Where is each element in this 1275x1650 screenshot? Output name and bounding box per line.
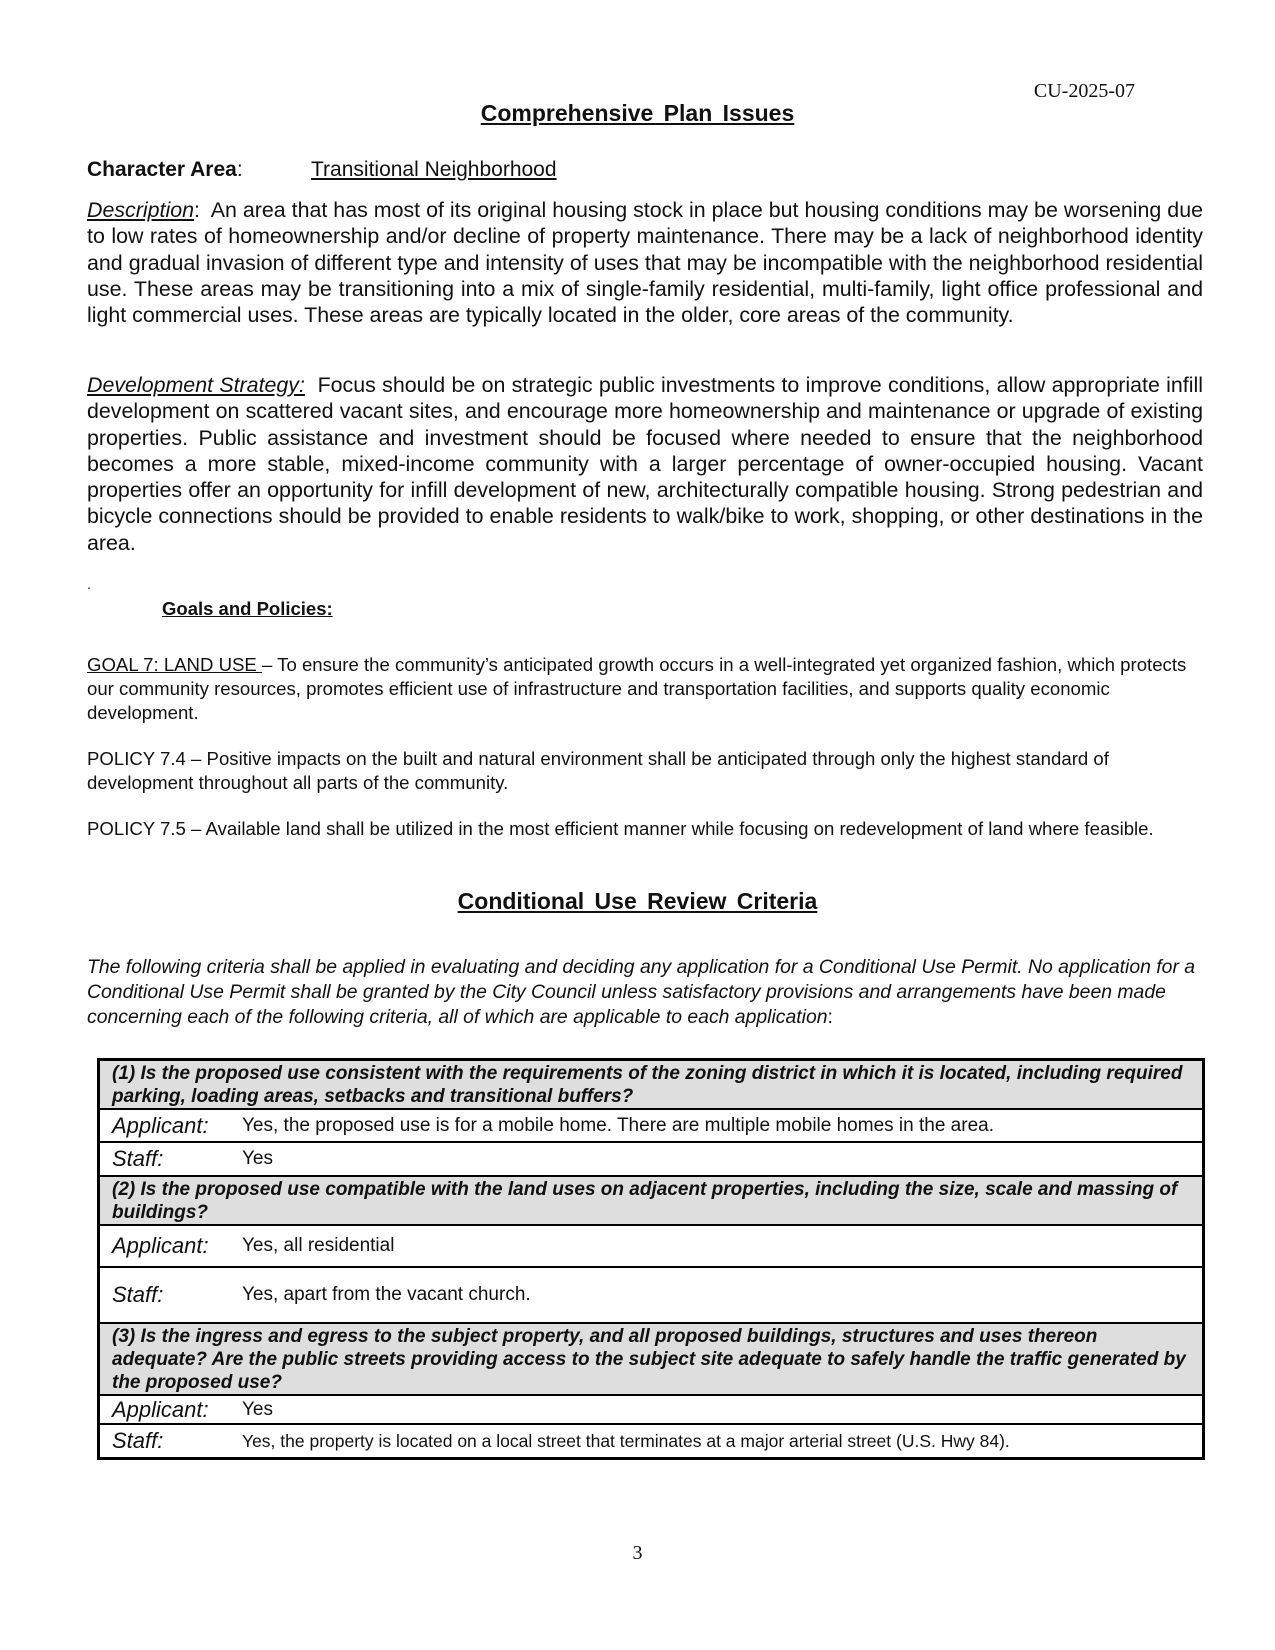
criterion-2-applicant-answer: Yes, all residential [242, 1235, 395, 1256]
criterion-3-question-row [99, 1323, 1204, 1395]
character-area-label: Character Area [87, 158, 237, 181]
criterion-2-question: (2) Is the proposed use compatible with the land uses on adjacent properties, including the size, scale and massing of buildings? [99, 1176, 1204, 1225]
criterion-1-staff-answer: Yes [242, 1148, 273, 1169]
criterion-3-applicant-row [99, 1395, 1204, 1424]
criterion-1-applicant-row [99, 1109, 1204, 1142]
criterion-2-staff-answer: Yes, apart from the vacant church. [242, 1284, 531, 1305]
criterion-1-question: (1) Is the proposed use consistent with the requirements of the zoning district in which it is located, including required parking, loading areas, setbacks and transitional buffers? [99, 1060, 1204, 1110]
policy-7-4: POLICY 7.4 – Positive impacts on the built and natural environment shall be anticipated through only the highest standard of development throughout all parts of the community. [87, 748, 1109, 793]
staff-label: Staff: [112, 1146, 164, 1171]
development-strategy-label: Development Strategy: [87, 373, 305, 397]
staff-label: Staff: [112, 1428, 164, 1453]
criterion-1-applicant-answer: Yes, the proposed use is for a mobile home. There are multiple mobile homes in the area. [242, 1114, 994, 1136]
description-paragraph: Description: An area that has most of its original housing stock in place but housing conditions may be worsening due to low rates of homeownership and/or decline of property maintenance. There may be a lack of neighborhood identity and gradual invasion of different type and intensity of uses that may be incompatible with the neighborhood residential use. These areas may be transitioning into a mix of single-family residential, multi-family, light office professional and light commercial uses. These areas are typically located in the older, core areas of the community. [87, 198, 1203, 328]
section-title-review-criteria: Conditional Use Review Criteria [457, 888, 818, 914]
development-strategy-paragraph [87, 372, 1203, 556]
criterion-1-staff-row [99, 1142, 1204, 1176]
applicant-label: Applicant: [112, 1396, 209, 1422]
criterion-3-applicant-answer: Yes [242, 1398, 273, 1420]
goal-7-paragraph [87, 653, 1203, 725]
staff-label: Staff: [112, 1282, 164, 1307]
criterion-1-question-row [99, 1060, 1204, 1110]
goal-7-text: – To ensure the community’s anticipated growth occurs in a well-integrated yet organized fashion, which protects our community resources, promotes efficient use of infrastructure and transportation facilities, and supports quality economic development. [87, 654, 1187, 723]
goals-heading: Goals and Policies: [162, 598, 333, 619]
criterion-2-applicant-row [99, 1225, 1204, 1267]
section-title-comprehensive-plan: Comprehensive Plan Issues [480, 100, 795, 126]
criteria-table [97, 1058, 1205, 1460]
description-text: An area that has most of its original housing stock in place but housing conditions may be worsening due to low rates of homeownership and/or decline of property maintenance. There may be a lack of neighborhood identity and gradual invasion of different type and intensity of uses that may be incompatible with the neighborhood residential use. These areas may be transitioning into a mix of single-family residential, multi-family, light office professional and light commercial uses. These areas are typically located in the older, core areas of the community. [87, 198, 1203, 328]
case-number: CU-2025-07 [1033, 80, 1135, 102]
criterion-3-staff-row [99, 1424, 1204, 1459]
criterion-3-staff-answer: Yes, the property is located on a local street that terminates at a major arterial street (U.S. Hwy 84). [242, 1430, 1010, 1451]
goal-7-label: GOAL 7: LAND USE [87, 654, 262, 675]
development-strategy-text: Focus should be on strategic public investments to improve conditions, allow appropriate infill development on scattered vacant sites, and encourage more homeownership and maintenance or upgrade of existing properties. Public assistance and investment should be focused where needed to ensure that the neighborhood becomes a more stable, mixed-income community with a larger percentage of owner-occupied housing. Vacant properties offer an opportunity for infill development of new, architecturally compatible housing. Strong pedestrian and bicycle connections should be provided to enable residents to walk/bike to work, shopping, or other destinations in the area. [87, 373, 1203, 555]
stray-period: . [87, 576, 91, 592]
character-area: Character Area: Transitional Neighborhood [87, 158, 557, 181]
character-area-value: Transitional Neighborhood [311, 158, 557, 181]
page-number: 3 [632, 1542, 643, 1564]
criteria-intro-colon: : [827, 1006, 833, 1028]
applicant-label: Applicant: [112, 1112, 209, 1138]
criteria-intro-text: The following criteria shall be applied in evaluating and deciding any application for a Conditional Use Permit. No application for a Conditional Use Permit shall be granted by the City Council unless satisfactory provisions and arrangements have been made concerning each of the following criteria, all of which are applicable to each application [87, 956, 1196, 1028]
criteria-intro [87, 955, 1203, 1030]
criterion-2-staff-row [99, 1267, 1204, 1323]
policy-7-5: POLICY 7.5 – Available land shall be utilized in the most efficient manner while focusing on redevelopment of land where feasible. [87, 818, 1154, 839]
applicant-label: Applicant: [112, 1233, 209, 1258]
criterion-2-question-row [99, 1176, 1204, 1225]
criterion-3-question: (3) Is the ingress and egress to the subject property, and all proposed buildings, structures and uses thereon adequate? Are the public streets providing access to the subject site adequate to safely handle the traffic generated by the proposed use? [99, 1323, 1204, 1395]
description-label: Description [87, 198, 194, 222]
